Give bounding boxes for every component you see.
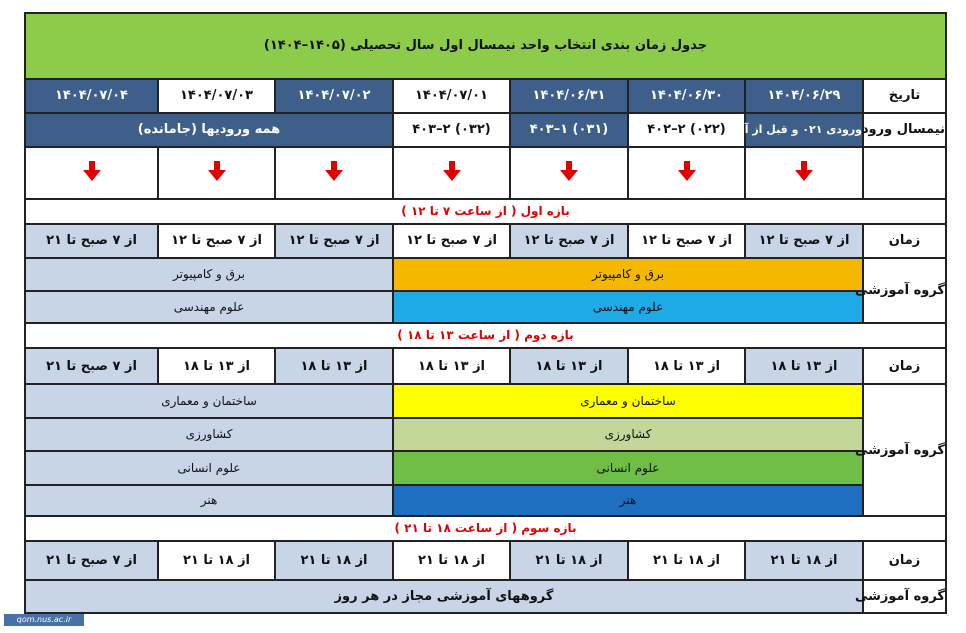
group-cell: هنر [25, 485, 393, 516]
row-label-group: گروه آموزشی [863, 580, 946, 614]
time-cell: از ۱۸ تا ۲۱ [158, 541, 275, 580]
row-label-group: گروه آموزشی [863, 258, 946, 323]
time-cell: از ۷ صبح تا ۱۲ [510, 224, 628, 258]
entry-cell: (۰۳۱) ۱–۴۰۳ [510, 113, 628, 146]
group-cell: علوم انسانی [393, 451, 863, 484]
time-cell: از ۱۸ تا ۲۱ [510, 541, 628, 580]
time-cell: از ۱۳ تا ۱۸ [275, 348, 393, 385]
time-cell: از ۱۸ تا ۲۱ [745, 541, 863, 580]
entry-all-cell: همه ورودیها (جامانده) [25, 113, 393, 146]
time-cell: از ۱۳ تا ۱۸ [745, 348, 863, 385]
time-cell: از ۷ صبح تا ۲۱ [25, 541, 158, 580]
down-arrow-icon [676, 160, 698, 182]
arrow-cell [393, 147, 510, 199]
date-cell: ۱۴۰۴/۰۶/۲۹ [745, 79, 863, 113]
arrow-cell [628, 147, 745, 199]
entry-cell: (۰۲۲) ۲–۴۰۲ [628, 113, 745, 146]
arrow-row-label [863, 147, 946, 199]
time-cell: از ۷ صبح تا ۱۲ [745, 224, 863, 258]
time-cell: از ۷ صبح تا ۱۲ [275, 224, 393, 258]
down-arrow-icon [206, 160, 228, 182]
page-title: جدول زمان بندی انتخاب واحد نیمسال اول سال تحصیلی (۱۴۰۵–۱۴۰۴) [25, 13, 946, 79]
time-cell: از ۷ صبح تا ۲۱ [25, 224, 158, 258]
arrow-cell [510, 147, 628, 199]
row-label-time: زمان [863, 541, 946, 580]
group-cell: علوم انسانی [25, 451, 393, 484]
period-third: بازه سوم ( از ساعت ۱۸ تا ۲۱ ) [25, 516, 946, 541]
time-cell: از ۷ صبح تا ۲۱ [25, 348, 158, 385]
time-cell: از ۷ صبح تا ۱۲ [158, 224, 275, 258]
down-arrow-icon [323, 160, 345, 182]
group-cell: کشاورزی [25, 418, 393, 451]
arrow-cell [745, 147, 863, 199]
date-cell: ۱۴۰۴/۰۶/۳۰ [628, 79, 745, 113]
period-second: بازه دوم ( از ساعت ۱۳ تا ۱۸ ) [25, 323, 946, 348]
entry-cell: ورودی ۰۲۱ و قبل از آن [745, 113, 863, 146]
time-cell: از ۱۸ تا ۲۱ [393, 541, 510, 580]
row-label-time: زمان [863, 224, 946, 258]
entry-cell: (۰۳۲) ۲–۴۰۳ [393, 113, 510, 146]
group-cell: کشاورزی [393, 418, 863, 451]
row-label-entry: نیمسال ورود [863, 113, 946, 146]
group-cell-all: گروههای آموزشی مجاز در هر روز [25, 580, 863, 614]
time-cell: از ۱۳ تا ۱۸ [510, 348, 628, 385]
time-cell: از ۷ صبح تا ۱۲ [393, 224, 510, 258]
down-arrow-icon [441, 160, 463, 182]
row-label-date: تاریخ [863, 79, 946, 113]
group-cell: هنر [393, 485, 863, 516]
date-cell: ۱۴۰۴/۰۶/۳۱ [510, 79, 628, 113]
date-cell: ۱۴۰۴/۰۷/۰۲ [275, 79, 393, 113]
time-cell: از ۱۳ تا ۱۸ [158, 348, 275, 385]
down-arrow-icon [558, 160, 580, 182]
arrow-cell [25, 147, 158, 199]
time-cell: از ۷ صبح تا ۱۲ [628, 224, 745, 258]
time-cell: از ۱۸ تا ۲۱ [275, 541, 393, 580]
group-cell: برق و کامپیوتر [393, 258, 863, 290]
footer-url: qom.nus.ac.ir [4, 614, 84, 626]
time-cell: از ۱۸ تا ۲۱ [628, 541, 745, 580]
group-cell: ساختمان و معماری [25, 384, 393, 417]
time-cell: از ۱۳ تا ۱۸ [628, 348, 745, 385]
group-cell: ساختمان و معماری [393, 384, 863, 417]
group-cell: علوم مهندسی [393, 291, 863, 323]
schedule-table [24, 12, 947, 614]
date-cell: ۱۴۰۴/۰۷/۰۳ [158, 79, 275, 113]
arrow-cell [275, 147, 393, 199]
row-label-group: گروه آموزشی [863, 384, 946, 515]
group-cell: برق و کامپیوتر [25, 258, 393, 290]
row-label-time: زمان [863, 348, 946, 385]
date-cell: ۱۴۰۴/۰۷/۰۱ [393, 79, 510, 113]
time-cell: از ۱۳ تا ۱۸ [393, 348, 510, 385]
date-cell: ۱۴۰۴/۰۷/۰۴ [25, 79, 158, 113]
period-first: بازه اول ( از ساعت ۷ تا ۱۲ ) [25, 199, 946, 224]
down-arrow-icon [793, 160, 815, 182]
down-arrow-icon [81, 160, 103, 182]
group-cell: علوم مهندسی [25, 291, 393, 323]
arrow-cell [158, 147, 275, 199]
